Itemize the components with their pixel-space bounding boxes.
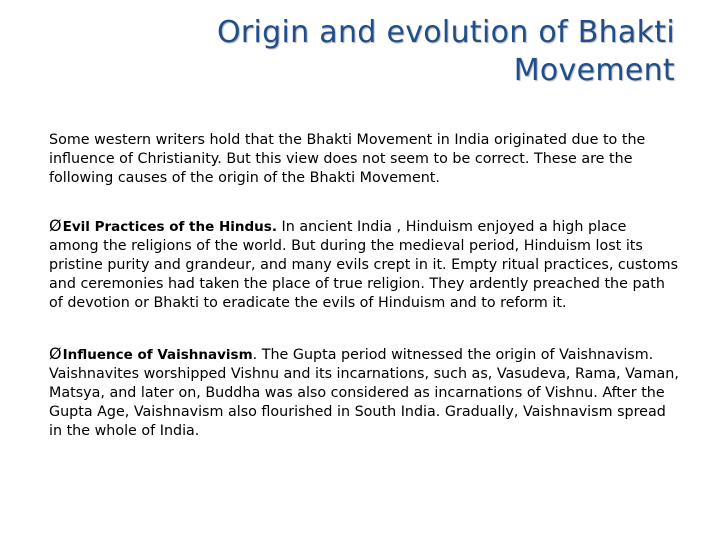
slide-title xyxy=(217,14,675,90)
slide-title-line2: Movement xyxy=(513,53,675,88)
section-heading: Influence of Vaishnavism xyxy=(62,347,253,363)
arrow-bullet-icon: Ø xyxy=(49,216,62,235)
slide-title-line1: Origin and evolution of Bhakti xyxy=(216,15,675,50)
section-vaishnavism xyxy=(49,344,679,441)
section-text: . The Gupta period witnessed the origin of Vaishnavism. Vaishnavites worshipped Vishnu and its incarnations, such as, Vasudeva, Rama, Vaman, Matsya, and later on, Buddha was also considered as incarnations of Vishnu. After the Gupta Age, Vaishnavism also flourished in South India. Gradually, Vaishnavism spread in the whole of India. xyxy=(49,347,679,439)
section-evil-practices xyxy=(49,216,679,313)
arrow-bullet-icon: Ø xyxy=(49,344,62,363)
slide-body xyxy=(49,131,679,441)
section-text: In ancient India , Hinduism enjoyed a high place among the religions of the world. But during the medieval period, Hinduism lost its pristine purity and grandeur, and many evils crept in it. Empty ritual practices, customs and ceremonies had taken the place of true religion. They ardently preached the path of devotion or Bhakti to eradicate the evils of Hinduism and to reform it. xyxy=(49,219,679,311)
intro-paragraph: Some western writers hold that the Bhakti Movement in India originated due to the influence of Christianity. But this view does not seem to be correct. These are the following causes of the origin of the Bhakti Movement. xyxy=(49,132,646,186)
section-heading: Evil Practices of the Hindus. xyxy=(62,219,277,235)
